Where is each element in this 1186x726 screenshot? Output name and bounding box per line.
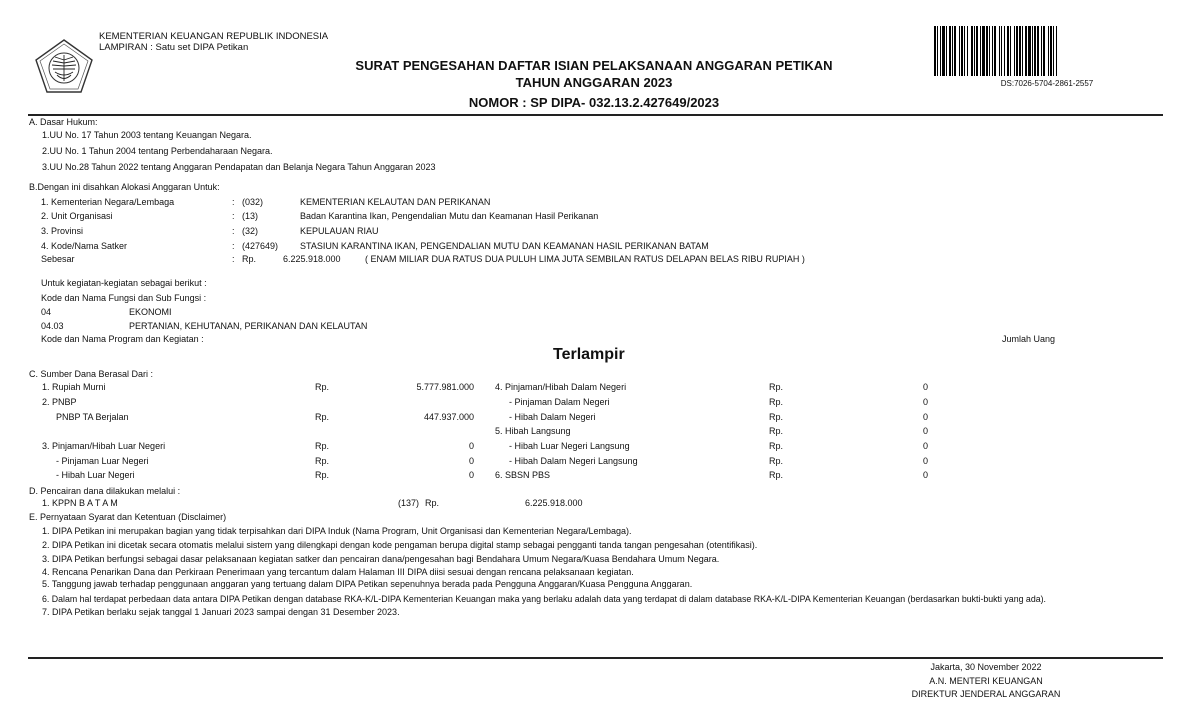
total-amount: 6.225.918.000 bbox=[283, 254, 341, 264]
fund-source-amount: 0 bbox=[922, 441, 928, 451]
function-label: Kode dan Nama Fungsi dan Sub Fungsi : bbox=[41, 293, 207, 303]
disclaimer-item: 5. Tanggung jawab terhadap penggunaan anggaran yang tertuang dalam DIPA Petikan sepenuhnya berada pada Pengguna Anggaran/Kuasa Pengguna Anggaran. bbox=[42, 579, 693, 589]
header-divider bbox=[28, 114, 1163, 116]
sebesar-label: Sebesar bbox=[41, 254, 75, 264]
allocation-colon: : bbox=[232, 197, 235, 207]
section-d-heading: D. Pencairan dana dilakukan melalui : bbox=[29, 486, 181, 496]
subfunction-name: PERTANIAN, KEHUTANAN, PERIKANAN DAN KELAUTAN bbox=[129, 321, 368, 331]
allocation-label: 4. Kode/Nama Satker bbox=[41, 241, 128, 251]
barcode bbox=[934, 26, 1160, 76]
fund-source-currency: Rp. bbox=[315, 382, 330, 392]
digital-stamp-code: DS:7026-5704-2861-2557 bbox=[1000, 79, 1094, 88]
sebesar-colon: : bbox=[232, 254, 235, 264]
signature-on-behalf: A.N. MENTERI KEUANGAN bbox=[929, 676, 1043, 686]
program-label: Kode dan Nama Program dan Kegiatan : bbox=[41, 334, 204, 344]
section-e-heading: E. Pernyataan Syarat dan Ketentuan (Disclaimer) bbox=[29, 512, 227, 522]
signature-position: DIREKTUR JENDERAL ANGGARAN bbox=[911, 689, 1061, 699]
fund-source-currency: Rp. bbox=[769, 382, 784, 392]
fund-source-label: - Hibah Luar Negeri Langsung bbox=[509, 441, 630, 451]
fund-source-label: - Hibah Luar Negeri bbox=[56, 470, 135, 480]
allocation-colon: : bbox=[232, 211, 235, 221]
fund-source-amount: 0 bbox=[468, 470, 474, 480]
fund-source-label: 5. Hibah Langsung bbox=[495, 426, 571, 436]
allocation-label: 2. Unit Organisasi bbox=[41, 211, 113, 221]
fund-source-amount: 0 bbox=[468, 441, 474, 451]
fund-source-amount: 0 bbox=[922, 382, 928, 392]
kppn-amount: 6.225.918.000 bbox=[525, 498, 583, 508]
activities-intro: Untuk kegiatan-kegiatan sebagai berikut : bbox=[41, 278, 207, 288]
fund-source-currency: Rp. bbox=[769, 412, 784, 422]
attachment-note: LAMPIRAN : Satu set DIPA Petikan bbox=[99, 42, 249, 53]
allocation-code: (13) bbox=[242, 211, 259, 221]
document-number: NOMOR : SP DIPA- 032.13.2.427649/2023 bbox=[468, 95, 720, 110]
allocation-label: 1. Kementerian Negara/Lembaga bbox=[41, 197, 175, 207]
disclaimer-item: 1. DIPA Petikan ini merupakan bagian yang tidak terpisahkan dari DIPA Induk (Nama Program, Unit Organisasi dan Kementerian Negara/Lembaga). bbox=[42, 526, 632, 536]
allocation-value: STASIUN KARANTINA IKAN, PENGENDALIAN MUTU DAN KEAMANAN HASIL PERIKANAN BATAM bbox=[300, 241, 709, 251]
fund-source-currency: Rp. bbox=[769, 456, 784, 466]
kppn-label: 1. KPPN B A T A M bbox=[42, 498, 118, 508]
fund-source-amount: 5.777.981.000 bbox=[416, 382, 474, 392]
fund-source-currency: Rp. bbox=[315, 456, 330, 466]
fund-source-amount: 0 bbox=[922, 470, 928, 480]
fund-source-amount: 0 bbox=[922, 397, 928, 407]
section-a-heading: A. Dasar Hukum: bbox=[29, 117, 98, 127]
legal-basis-item: 3.UU No.28 Tahun 2022 tentang Anggaran Pendapatan dan Belanja Negara Tahun Anggaran 2023 bbox=[42, 162, 436, 172]
kppn-code: (137) bbox=[398, 498, 420, 508]
allocation-label: 3. Provinsi bbox=[41, 226, 84, 236]
function-code: 04 bbox=[41, 307, 52, 317]
allocation-colon: : bbox=[232, 226, 235, 236]
disclaimer-item: 7. DIPA Petikan berlaku sejak tanggal 1 Januari 2023 sampai dengan 31 Desember 2023. bbox=[42, 607, 400, 617]
document-title: SURAT PENGESAHAN DAFTAR ISIAN PELAKSANAAN ANGGARAN PETIKAN bbox=[355, 58, 833, 73]
attached-label: Terlampir bbox=[553, 346, 625, 363]
total-amount-words: ( ENAM MILIAR DUA RATUS DUA PULUH LIMA JUTA SEMBILAN RATUS DELAPAN BELAS RIBU RUPIAH ) bbox=[365, 254, 805, 264]
ministry-name: KEMENTERIAN KEUANGAN REPUBLIK INDONESIA bbox=[99, 31, 329, 42]
allocation-value: Badan Karantina Ikan, Pengendalian Mutu dan Keamanan Hasil Perikanan bbox=[300, 211, 599, 221]
allocation-colon: : bbox=[232, 241, 235, 251]
fund-source-label: - Pinjaman Dalam Negeri bbox=[509, 397, 610, 407]
fund-source-currency: Rp. bbox=[769, 470, 784, 480]
fund-source-label: 4. Pinjaman/Hibah Dalam Negeri bbox=[495, 382, 627, 392]
fund-source-label: 3. Pinjaman/Hibah Luar Negeri bbox=[42, 441, 166, 451]
allocation-code: (427649) bbox=[242, 241, 279, 251]
amount-column-header: Jumlah Uang bbox=[1002, 334, 1056, 344]
allocation-code: (032) bbox=[242, 197, 264, 207]
fund-source-label: - Pinjaman Luar Negeri bbox=[56, 456, 149, 466]
fund-source-label: - Hibah Dalam Negeri bbox=[509, 412, 596, 422]
fund-source-amount: 0 bbox=[468, 456, 474, 466]
fund-source-currency: Rp. bbox=[769, 441, 784, 451]
section-b-heading: B.Dengan ini disahkan Alokasi Anggaran Untuk: bbox=[29, 182, 220, 192]
fund-source-currency: Rp. bbox=[769, 426, 784, 436]
fund-source-currency: Rp. bbox=[315, 441, 330, 451]
barcode-bar bbox=[1057, 26, 1059, 76]
disclaimer-item: 4. Rencana Penarikan Dana dan Perkiraan Penerimaan yang tercantum dalam Halaman III DIPA diisi sesuai dengan rencana pelaksanaan kegiatan. bbox=[42, 567, 634, 577]
sebesar-currency: Rp. bbox=[242, 254, 257, 264]
legal-basis-item: 2.UU No. 1 Tahun 2004 tentang Perbendaharaan Negara. bbox=[42, 146, 273, 156]
disclaimer-item: 6. Dalam hal terdapat perbedaan data antara DIPA Petikan dengan database RKA-K/L-DIPA Kementerian Keuangan maka yang berlaku adalah data yang terdapat di dalam database RKA-K/L-DIPA Kementerian Keuangan (berdasarkan bukti-bukti yang ada). bbox=[42, 594, 1046, 604]
signature-place-date: Jakarta, 30 November 2022 bbox=[930, 662, 1042, 672]
kppn-currency: Rp. bbox=[425, 498, 440, 508]
fund-source-currency: Rp. bbox=[315, 470, 330, 480]
allocation-code: (32) bbox=[242, 226, 259, 236]
fund-source-label: PNBP TA Berjalan bbox=[56, 412, 129, 422]
fund-source-amount: 447.937.000 bbox=[423, 412, 474, 422]
subfunction-code: 04.03 bbox=[41, 321, 64, 331]
section-c-heading: C. Sumber Dana Berasal Dari : bbox=[29, 369, 154, 379]
disclaimer-item: 2. DIPA Petikan ini dicetak secara otomatis melalui sistem yang dilengkapi dengan kode pengaman berupa digital stamp sebagai pengganti tanda tangan pengesahan (otentifikasi). bbox=[42, 540, 758, 550]
fund-source-label: 6. SBSN PBS bbox=[495, 470, 551, 480]
fund-source-label: 1. Rupiah Murni bbox=[42, 382, 106, 392]
fund-source-amount: 0 bbox=[922, 456, 928, 466]
allocation-value: KEMENTERIAN KELAUTAN DAN PERIKANAN bbox=[300, 197, 491, 207]
garuda-emblem-icon bbox=[33, 38, 95, 94]
fund-source-label: 2. PNBP bbox=[42, 397, 77, 407]
disclaimer-item: 3. DIPA Petikan berfungsi sebagai dasar pelaksanaan kegiatan satker dan pencairan dana/pengesahan bagi Bendahara Umum Negara/Kuasa Bendahara Umum Negara. bbox=[42, 554, 720, 564]
fund-source-amount: 0 bbox=[922, 412, 928, 422]
footer-divider bbox=[28, 657, 1163, 659]
allocation-value: KEPULAUAN RIAU bbox=[300, 226, 379, 236]
fiscal-year: TAHUN ANGGARAN 2023 bbox=[515, 75, 673, 90]
legal-basis-item: 1.UU No. 17 Tahun 2003 tentang Keuangan Negara. bbox=[42, 130, 252, 140]
fund-source-currency: Rp. bbox=[315, 412, 330, 422]
fund-source-currency: Rp. bbox=[769, 397, 784, 407]
fund-source-amount: 0 bbox=[922, 426, 928, 436]
fund-source-label: - Hibah Dalam Negeri Langsung bbox=[509, 456, 638, 466]
function-name: EKONOMI bbox=[129, 307, 172, 317]
